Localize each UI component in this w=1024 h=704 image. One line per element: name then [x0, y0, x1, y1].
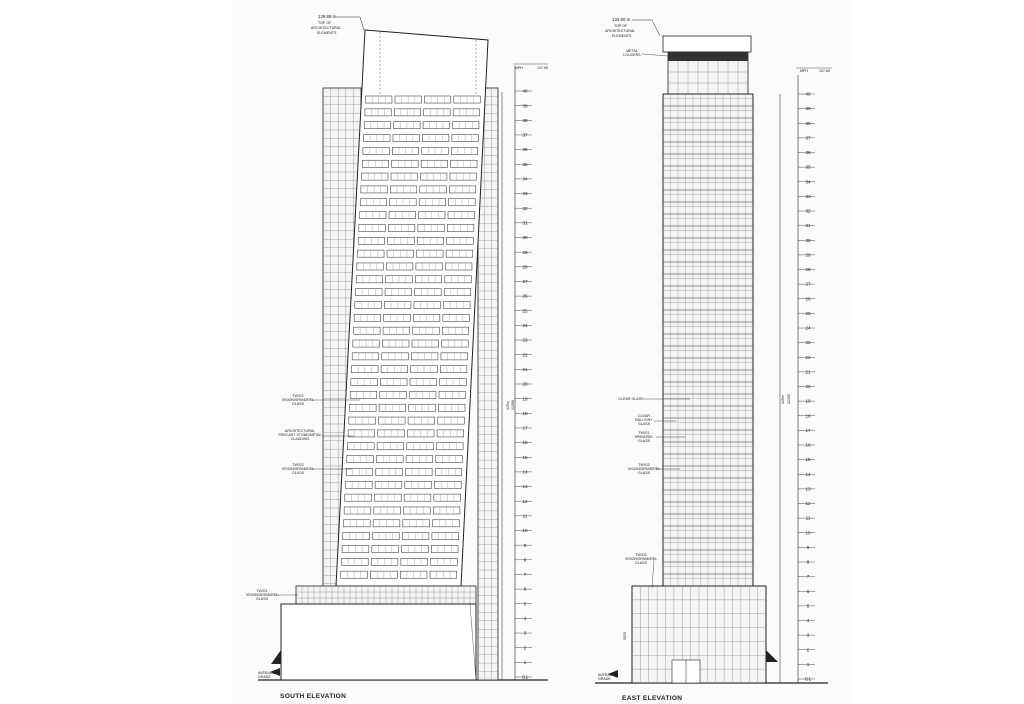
east-top-height: 133.80 m: [612, 17, 631, 22]
south-level-label: 34: [522, 176, 528, 182]
south-level-label: 21: [522, 366, 528, 372]
svg-text:TW/G2: TW/G2: [292, 463, 304, 467]
south-level-label: 22: [522, 352, 528, 358]
svg-text:TW/G1: TW/G1: [638, 431, 650, 435]
south-level-label: 19: [522, 396, 528, 402]
east-level-label: 35: [805, 164, 811, 170]
east-note-podium-glass: [625, 553, 657, 588]
east-level-label: 11: [805, 515, 811, 521]
south-level-label: 27: [522, 279, 528, 285]
east-level-label: 1: [806, 661, 810, 667]
svg-text:TW/G1: TW/G1: [256, 589, 268, 593]
east-top-label-1: TOP OF: [614, 24, 628, 28]
south-level-label: 32: [522, 205, 528, 211]
svg-text:GLASS: GLASS: [638, 471, 650, 475]
south-level-label: 20: [522, 381, 528, 387]
south-level-label: 38: [522, 117, 528, 123]
south-level-header-2: 137.89: [537, 66, 548, 70]
south-level-label: 29: [522, 249, 528, 255]
south-dim-1: 125m: [506, 401, 510, 410]
south-level-label: 17: [522, 425, 528, 431]
east-level-label: 30: [805, 237, 811, 243]
east-level-label: 36: [805, 150, 811, 156]
svg-text:GLASS: GLASS: [638, 439, 650, 443]
east-level-label: 27: [805, 281, 811, 287]
svg-text:VISION/SPANDREL: VISION/SPANDREL: [624, 557, 658, 561]
east-level-label: 13: [805, 486, 811, 492]
svg-text:TW/G2: TW/G2: [635, 553, 647, 557]
east-level-label: 39: [805, 106, 811, 112]
east-level-label: G1: [804, 676, 812, 682]
east-grade-marker: [598, 670, 618, 681]
svg-text:GLASS: GLASS: [256, 597, 268, 601]
south-level-label: 6: [523, 586, 527, 592]
east-level-label: 22: [805, 354, 811, 360]
east-level-label: 7: [806, 574, 810, 580]
east-top-label-3: ELEMENTS: [612, 34, 632, 38]
east-level-label: 17: [805, 427, 811, 433]
east-level-label: 15: [805, 457, 811, 463]
south-level-label: 16: [522, 440, 528, 446]
svg-text:VISION/SPANDREL: VISION/SPANDREL: [627, 467, 661, 471]
south-level-label: 26: [522, 293, 528, 299]
east-level-header-1: MPH: [800, 69, 808, 73]
svg-text:GLASS: GLASS: [638, 422, 650, 426]
east-level-label: 18: [805, 413, 811, 419]
south-level-label: 18: [522, 410, 528, 416]
svg-text:CLEAR GLASS: CLEAR GLASS: [618, 397, 644, 401]
east-level-label: 33: [805, 193, 811, 199]
svg-text:VISION/SPANDREL: VISION/SPANDREL: [281, 467, 315, 471]
south-level-scale: [502, 64, 548, 680]
south-grade-label-1: AVERAGE: [258, 671, 276, 675]
south-level-label: 7: [523, 572, 527, 578]
east-level-label: 10: [805, 530, 811, 536]
east-level-label: 31: [805, 223, 811, 229]
east-level-header-2: 137.89: [819, 69, 830, 73]
east-level-scale: [780, 68, 832, 683]
south-level-label: 23: [522, 337, 528, 343]
east-top-label-2: ARCHITECTURAL: [605, 29, 636, 33]
south-podium-base: [281, 604, 476, 680]
south-level-label: 14: [522, 469, 528, 475]
south-level-label: 35: [522, 161, 528, 167]
east-level-label: 32: [805, 208, 811, 214]
south-top-label-2: ARCHITECTURAL: [311, 26, 342, 30]
south-level-label: 25: [522, 308, 528, 314]
south-level-label: 40: [522, 88, 528, 94]
svg-text:LOUVERS: LOUVERS: [623, 53, 641, 57]
south-top-height: 129.89 m: [318, 14, 337, 19]
east-level-label: 6: [806, 588, 810, 594]
south-top-label-3: ELEMENTS: [317, 31, 337, 35]
south-level-label: 10: [522, 528, 528, 534]
svg-text:GLASS: GLASS: [292, 402, 304, 406]
south-level-label: 12: [522, 498, 528, 504]
east-elevation-title: EAST ELEVATION: [622, 695, 683, 702]
east-level-label: 34: [805, 179, 811, 185]
south-level-label: 2: [523, 645, 527, 651]
south-level-label: 15: [522, 454, 528, 460]
east-level-label: 24: [805, 325, 811, 331]
east-level-label: 38: [805, 120, 811, 126]
east-level-label: 23: [805, 340, 811, 346]
svg-text:CLEAR: CLEAR: [638, 414, 650, 418]
east-level-label: 29: [805, 252, 811, 258]
east-level-label: 5: [806, 603, 810, 609]
south-level-label: 8: [523, 557, 527, 563]
south-note-4: [246, 589, 298, 601]
svg-text:METAL: METAL: [626, 49, 638, 53]
east-level-label: 16: [805, 442, 811, 448]
south-level-label: 3: [523, 630, 527, 636]
east-grade-label-1: AVERAGE: [598, 673, 616, 677]
south-elevation: [246, 14, 548, 700]
south-level-header-1: MPH: [515, 66, 523, 70]
south-level-label: 9: [523, 542, 527, 548]
svg-text:ARCHITECTURAL: ARCHITECTURAL: [284, 429, 316, 433]
east-level-label: 12: [805, 501, 811, 507]
east-level-label: 8: [806, 559, 810, 565]
east-level-label: 40: [805, 91, 811, 97]
south-level-label: 28: [522, 264, 528, 270]
east-level-label: 9: [806, 544, 810, 550]
south-level-label: 13: [522, 484, 528, 490]
east-grade-label-2: GRADE: [598, 677, 611, 681]
east-elevation: [595, 17, 832, 702]
south-level-label: 31: [522, 220, 528, 226]
east-level-label: 21: [805, 369, 811, 375]
svg-text:PRECAST STONE/METAL: PRECAST STONE/METAL: [278, 433, 322, 437]
svg-text:TW/G2: TW/G2: [638, 463, 650, 467]
south-grade-marker: [258, 668, 280, 679]
east-louver-band: [668, 52, 748, 61]
svg-text:SPANDREL: SPANDREL: [634, 435, 654, 439]
east-level-label: 25: [805, 310, 811, 316]
svg-text:TW/G2: TW/G2: [292, 394, 304, 398]
south-level-label: 33: [522, 191, 528, 197]
south-level-label: 24: [522, 323, 528, 328]
south-level-label: 1: [523, 659, 527, 665]
south-level-label: 4: [523, 616, 527, 621]
east-dim-2: 12390: [787, 394, 791, 404]
svg-text:VISION/SPANDREL: VISION/SPANDREL: [281, 398, 315, 402]
south-level-label: 5: [523, 601, 527, 607]
south-canopy: [271, 650, 281, 664]
svg-text:BALCONY: BALCONY: [635, 418, 653, 422]
east-level-label: 26: [805, 296, 811, 302]
svg-text:GLASS: GLASS: [292, 471, 304, 475]
south-level-label: 37: [522, 132, 528, 138]
south-elevation-title: SOUTH ELEVATION: [280, 693, 347, 700]
south-grade-label-2: GRADE: [258, 675, 271, 679]
east-level-label: 14: [805, 471, 811, 477]
south-level-label: 11: [522, 513, 528, 519]
east-dim-1: 125m: [781, 395, 785, 404]
east-level-label: 37: [805, 135, 811, 141]
svg-text:VISION/SPANDREL: VISION/SPANDREL: [245, 593, 279, 597]
east-top-annotation: [605, 17, 660, 38]
east-crown-parapet: [663, 36, 751, 52]
south-dim-2: 12390: [511, 400, 515, 410]
east-level-label: 19: [805, 398, 811, 404]
south-level-label: G1: [521, 674, 529, 680]
east-note-louvers: [623, 49, 668, 57]
east-level-label: 2: [806, 647, 810, 653]
south-level-label: 39: [522, 103, 528, 109]
east-level-label: 4: [806, 618, 810, 624]
south-level-label: 36: [522, 147, 528, 153]
east-podium-dim: 5020: [623, 632, 627, 640]
svg-text:CLADDING: CLADDING: [290, 437, 310, 441]
east-canopy: [766, 650, 778, 662]
svg-text:GLASS: GLASS: [635, 561, 647, 565]
south-top-annotation: [311, 14, 364, 35]
east-level-label: 28: [805, 267, 811, 273]
east-level-label: 3: [806, 632, 810, 638]
south-top-label-1: TOP OF: [318, 21, 332, 25]
east-level-label: 20: [805, 384, 811, 390]
south-level-label: 30: [522, 235, 528, 241]
